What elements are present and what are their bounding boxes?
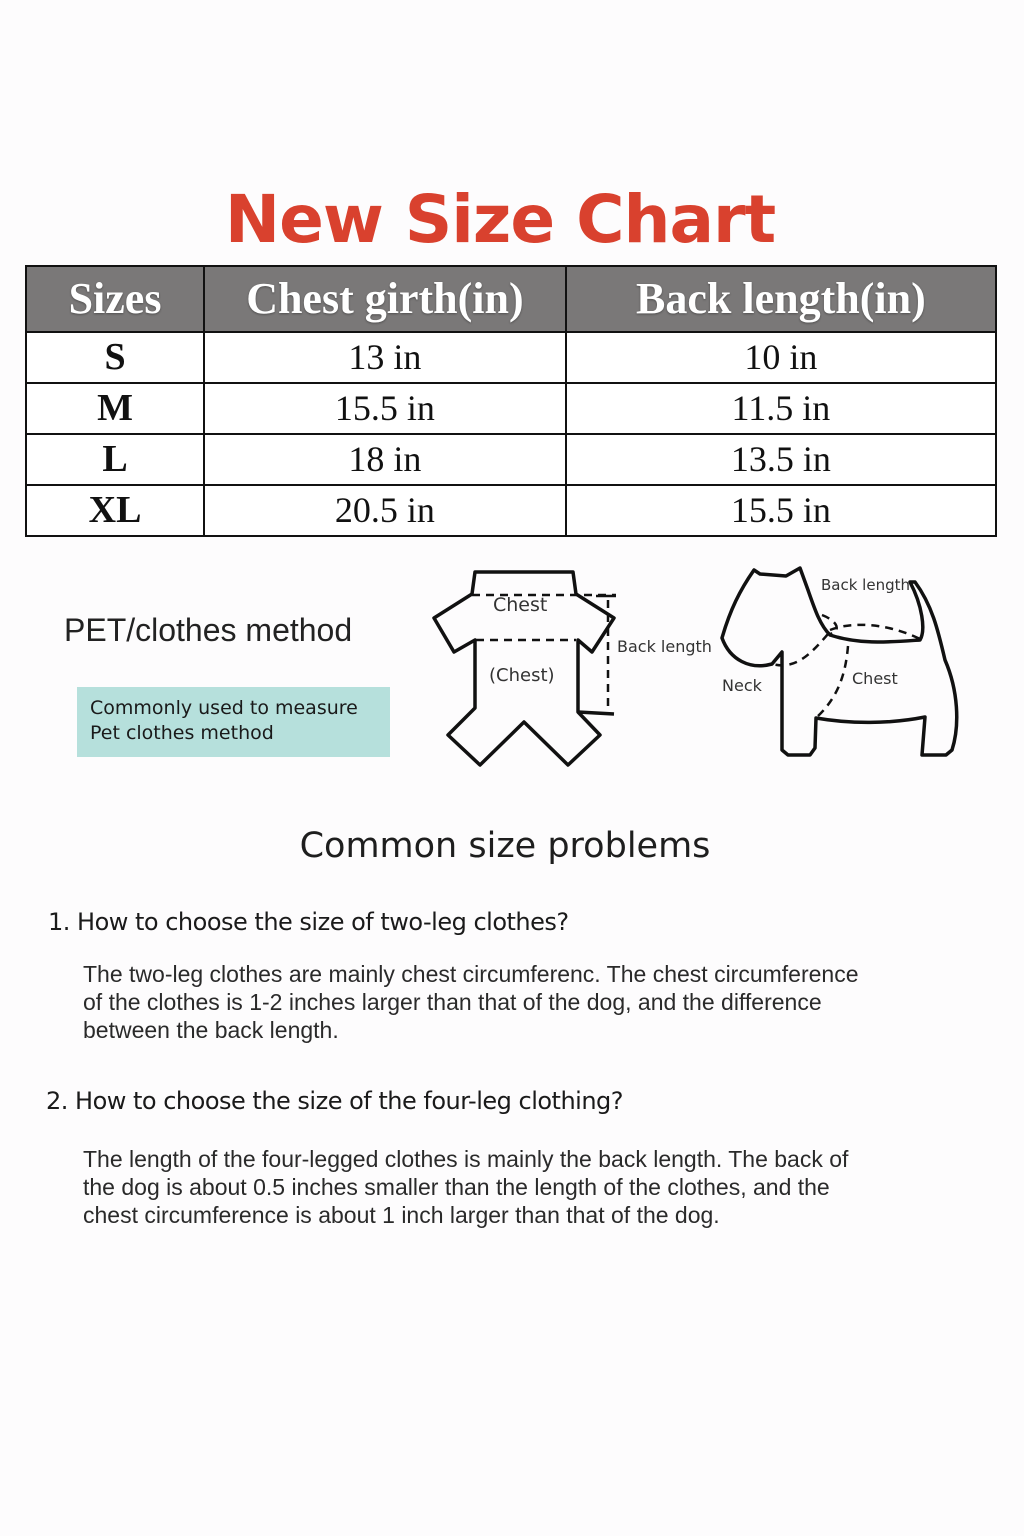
page-title: New Size Chart bbox=[224, 181, 776, 258]
size-cell: L bbox=[26, 434, 204, 485]
faq-question: 1. How to choose the size of two-leg clothes? bbox=[48, 908, 569, 936]
size-cell: XL bbox=[26, 485, 204, 536]
chest-cell: 13 in bbox=[204, 332, 566, 383]
size-cell: M bbox=[26, 383, 204, 434]
pet-clothes-outline-icon bbox=[420, 560, 720, 780]
header-chest-girth: Chest girth(in) bbox=[204, 266, 566, 332]
size-cell: S bbox=[26, 332, 204, 383]
clothes-chest-label: Chest bbox=[493, 594, 548, 616]
method-label: PET/clothes method bbox=[64, 612, 353, 648]
dog-back-length-label: Back length bbox=[821, 576, 910, 594]
table-row bbox=[26, 434, 996, 485]
back-cell: 15.5 in bbox=[566, 485, 996, 536]
chest-cell: 20.5 in bbox=[204, 485, 566, 536]
method-note bbox=[77, 687, 390, 757]
faq-answer bbox=[83, 1145, 983, 1229]
method-note-line: Pet clothes method bbox=[90, 722, 274, 744]
faq-title: Common size problems bbox=[299, 826, 711, 866]
header-sizes: Sizes bbox=[26, 266, 204, 332]
back-cell: 10 in bbox=[566, 332, 996, 383]
table-row bbox=[26, 332, 996, 383]
header-back-length: Back length(in) bbox=[566, 266, 996, 332]
faq-answer bbox=[83, 960, 983, 1044]
faq-question: 2. How to choose the size of the four-leg clothing? bbox=[46, 1087, 624, 1115]
table-row bbox=[26, 485, 996, 536]
chest-cell: 15.5 in bbox=[204, 383, 566, 434]
dog-chest-label: Chest bbox=[852, 669, 898, 688]
faq-answer-line: The length of the four-legged clothes is mainly the back length. The back of bbox=[83, 1146, 849, 1172]
table-header-row bbox=[26, 266, 996, 332]
faq-answer-line: between the back length. bbox=[83, 1017, 339, 1043]
faq-answer-line: The two-leg clothes are mainly chest circumferenc. The chest circumference bbox=[83, 961, 859, 987]
faq-answer-line: of the clothes is 1-2 inches larger than that of the dog, and the difference bbox=[83, 989, 822, 1015]
faq-answer-line: the dog is about 0.5 inches smaller than the length of the clothes, and the bbox=[83, 1174, 830, 1200]
clothes-back-length-label: Back length bbox=[617, 637, 712, 656]
faq-answer-line: chest circumference is about 1 inch larger than that of the dog. bbox=[83, 1202, 720, 1228]
back-cell: 11.5 in bbox=[566, 383, 996, 434]
table-row bbox=[26, 383, 996, 434]
clothes-chest-paren-label: (Chest) bbox=[489, 665, 555, 686]
chest-cell: 18 in bbox=[204, 434, 566, 485]
dog-neck-label: Neck bbox=[722, 676, 762, 695]
size-chart-table bbox=[25, 265, 997, 537]
method-note-line: Commonly used to measure bbox=[90, 697, 358, 719]
back-cell: 13.5 in bbox=[566, 434, 996, 485]
